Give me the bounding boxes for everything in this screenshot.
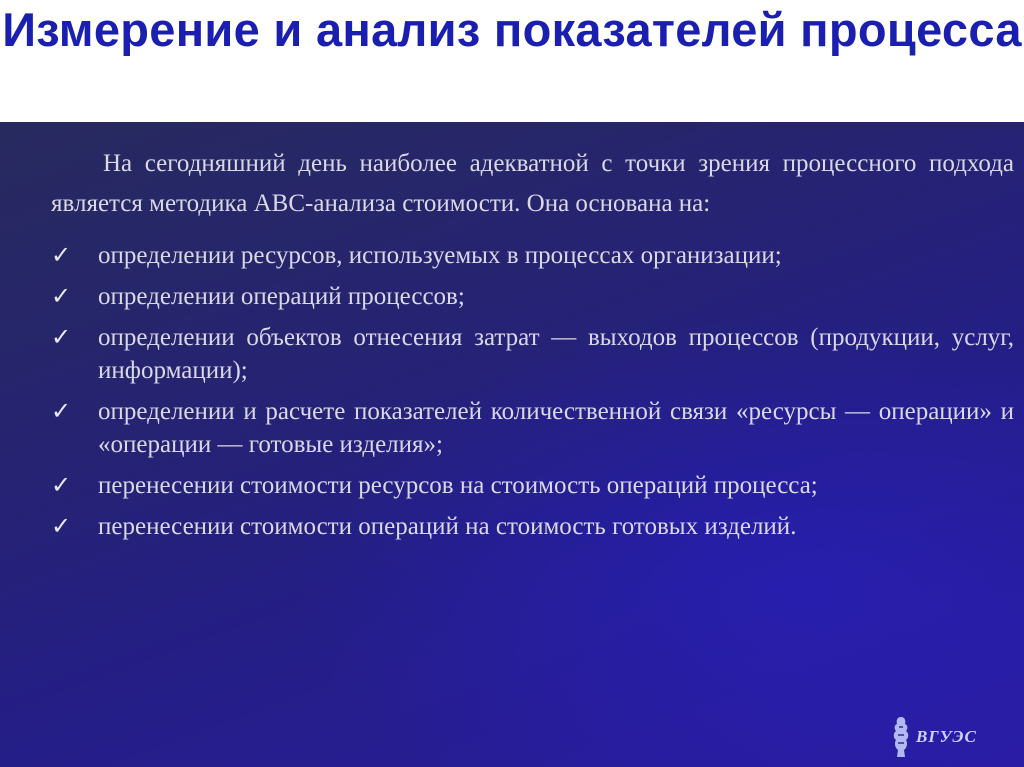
list-item <box>51 510 1014 543</box>
checkmark-icon: ✓ <box>51 471 72 499</box>
list-item-text: определении операций процессов; <box>98 283 465 310</box>
slide-title: Измерение и анализ показателей процесса <box>2 3 1022 56</box>
list-item <box>51 395 1014 461</box>
bullet-list <box>51 239 1014 543</box>
list-item <box>51 280 1014 313</box>
list-item <box>51 469 1014 502</box>
university-logo <box>888 712 998 762</box>
logo-text: ВГУЭС <box>916 727 977 746</box>
list-item-text: определении и расчете показателей количественной связи «ресурсы — операции» и «операции — готовые изделия»; <box>98 398 1014 458</box>
checkmark-icon: ✓ <box>51 241 72 269</box>
list-item-text: определении ресурсов, используемых в процессах организации; <box>98 242 782 269</box>
list-item <box>51 321 1014 387</box>
title-area <box>0 0 1024 122</box>
checkmark-icon: ✓ <box>51 282 72 310</box>
list-item-text: определении объектов отнесения затрат — выходов процессов (продукции, услуг, информации); <box>98 324 1014 384</box>
list-item <box>51 239 1014 272</box>
checkmark-icon: ✓ <box>51 397 72 425</box>
checkmark-icon: ✓ <box>51 512 72 540</box>
intro-paragraph: На сегодняшний день наиболее адекватной с точки зрения процессного подхода является методика АВС-анализа стоимости. Она основана на: <box>51 150 1014 217</box>
logo-emblem-icon <box>888 715 914 759</box>
slide-content <box>51 144 1014 551</box>
list-item-text: перенесении стоимости операций на стоимость готовых изделий. <box>98 513 797 540</box>
checkmark-icon: ✓ <box>51 323 72 351</box>
content-panel <box>0 122 1024 767</box>
list-item-text: перенесении стоимости ресурсов на стоимость операций процесса; <box>98 472 818 499</box>
